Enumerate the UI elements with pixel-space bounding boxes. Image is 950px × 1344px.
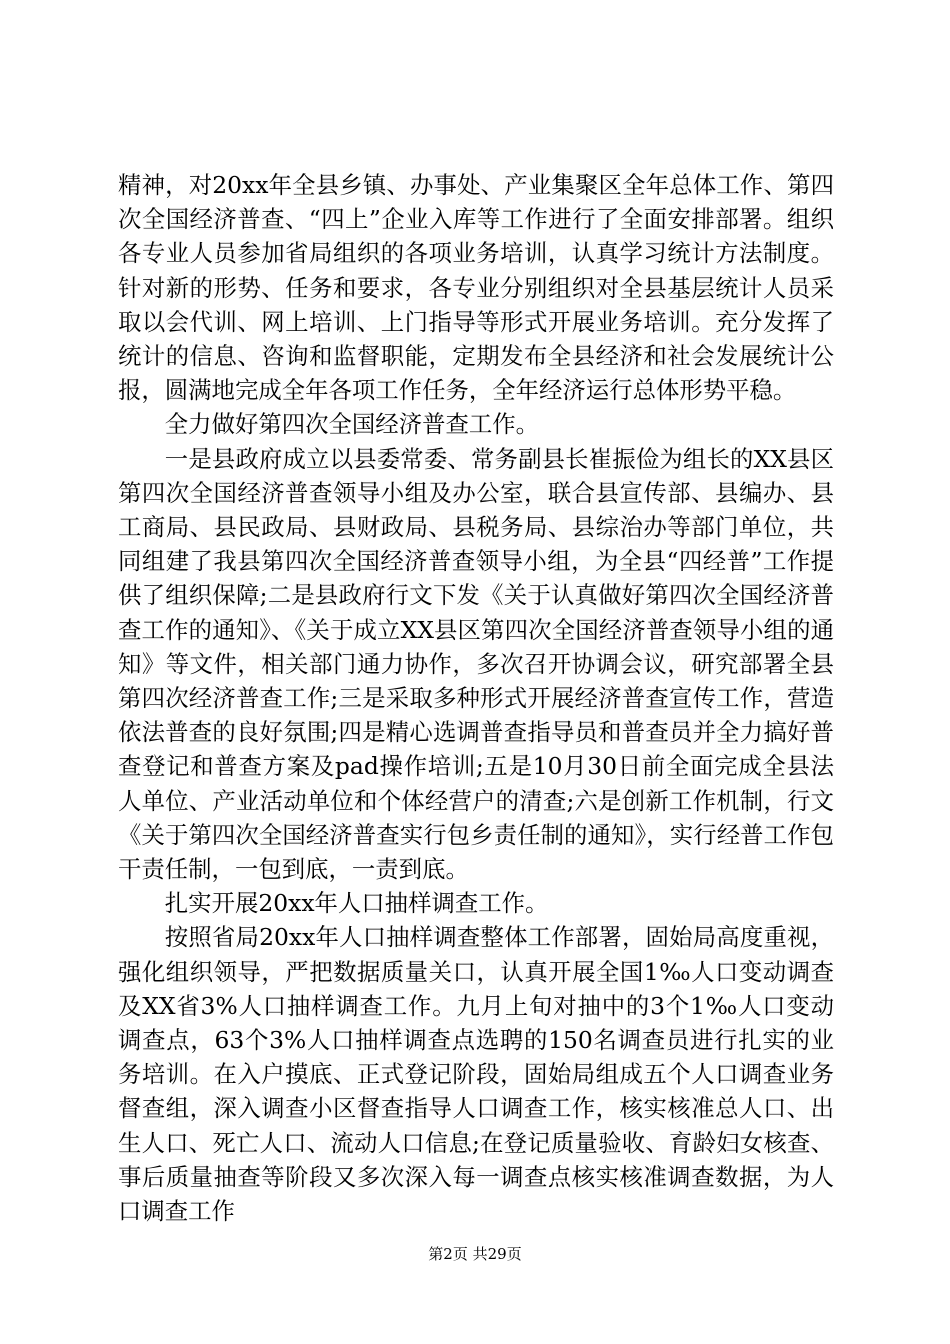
paragraph-economic-census: 一是县政府成立以县委常委、常务副县长崔振俭为组长的XX县区第四次全国经济普查领导小组及办公室，联合县宣传部、县编办、县工商局、县民政局、县财政局、县税务局、县综治办等部门单位，共同组建了我县第四次全国经济普查领导小组，为全县“四经普”工作提供了组织保障;二是县政府行文下发《关于认真做好第四次全国经济普查工作的通知》、《关于成立XX县区第四次全国经济普查领导小组的通知》等文件，相关部门通力协作，多次召开协调会议，研究部署全县第四次经济普查工作;三是采取多种形式开展经济普查宣传工作，营造依法普查的良好氛围;四是精心选调普查指导员和普查员并全力搞好普查登记和普查方案及pad操作培训;五是10月30日前全面完成全县法人单位、产业活动单位和个体经营户的清查;六是创新工作机制，行文《关于第四次全国经济普查实行包乡责任制的通知》，实行经普工作包干责任制，一包到底，一责到底。 [118, 444, 834, 884]
document-body [118, 168, 834, 1228]
paragraph-population-survey: 按照省局20xx年人口抽样调查整体工作部署，固始局高度重视，强化组织领导，严把数据质量关口，认真开展全国1‰人口变动调查及XX省3%人口抽样调查工作。九月上旬对抽中的3个1‰人口变动调查点，63个3%人口抽样调查点选聘的150名调查员进行扎实的业务培训。在入户摸底、正式登记阶段，固始局组成五个人口调查业务督查组，深入调查小区督查指导人口调查工作，核实核准总人口、出生人口、死亡人口、流动人口信息;在登记质量验收、育龄妇女核查、事后质量抽查等阶段又多次深入每一调查点核实核准调查数据，为人口调查工作 [118, 923, 834, 1226]
page-footer: 第2页 共29页 [428, 1245, 522, 1263]
heading-economic-census: 全力做好第四次全国经济普查工作。 [164, 410, 540, 439]
paragraph-summary: 精神，对20xx年全县乡镇、办事处、产业集聚区全年总体工作、第四次全国经济普查、“四上”企业入库等工作进行了全面安排部署。组织各专业人员参加省局组织的各项业务培训，认真学习统计方法制度。针对新的形势、任务和要求，各专业分别组织对全县基层统计人员采取以会代训、网上培训、上门指导等形式开展业务培训。充分发挥了统计的信息、咨询和监督职能，定期发布全县经济和社会发展统计公报，圆满地完成全年各项工作任务，全年经济运行总体形势平稳。 [118, 171, 834, 405]
heading-population-survey: 扎实开展20xx年人口抽样调查工作。 [164, 889, 549, 918]
